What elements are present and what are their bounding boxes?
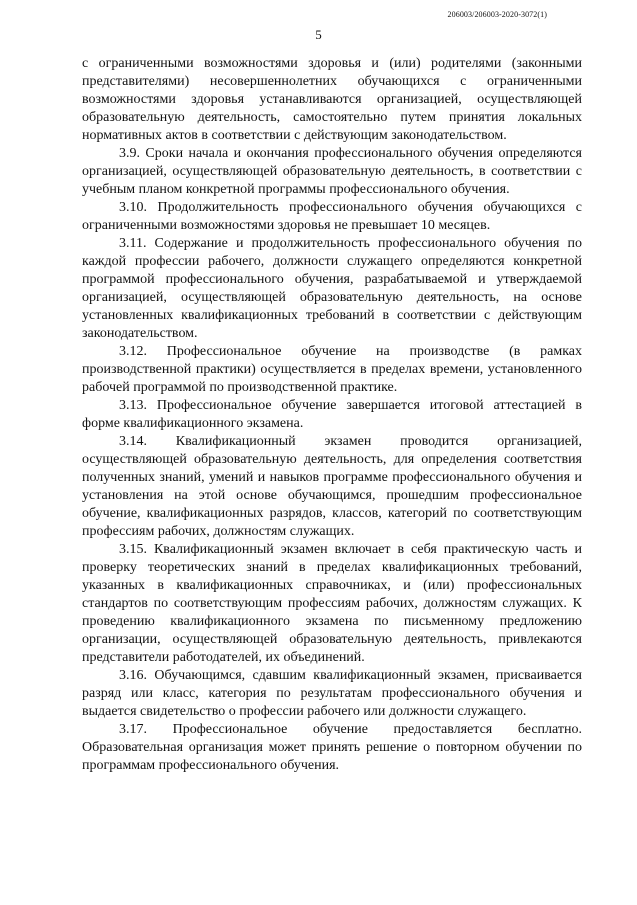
paragraph-continuation: с ограниченными возможностями здоровья и (или) родителями (законными представителями) несовершеннолетних обучающихся с ограниченными возможностями здоровья устанавливаются организацией, осуществляющей образовательную деятельность, самостоятельно путем принятия локальных нормативных актов в соответствии с действующим законодательством. bbox=[82, 56, 582, 143]
paragraph-3-14: 3.14. Квалификационный экзамен проводится организацией, осуществляющей образовательную деятельность, для определения соответствия полученных знаний, умений и навыков программе профессионального обучения и установления на этой основе обучающимся, прошедшим профессиональное обучение, квалификационных разрядов, классов, категорий по соответствующим профессиям рабочих, должностям служащих. bbox=[82, 434, 582, 539]
paragraph-3-9: 3.9. Сроки начала и окончания профессионального обучения определяются организацией, осуществляющей образовательную деятельность, в соответствии с учебным планом конкретной программы профессионального обучения. bbox=[82, 146, 582, 197]
paragraph-3-16: 3.16. Обучающимся, сдавшим квалификационный экзамен, присваивается разряд или класс, категория по результатам профессионального обучения и выдается свидетельство о профессии рабочего или должности служащего. bbox=[82, 668, 582, 719]
paragraph-3-10: 3.10. Продолжительность профессионального обучения обучающихся с ограниченными возможностями здоровья не превышает 10 месяцев. bbox=[82, 200, 582, 233]
document-body bbox=[82, 55, 582, 775]
page-number: 5 bbox=[315, 27, 322, 42]
paragraph-3-13: 3.13. Профессиональное обучение завершается итоговой аттестацией в форме квалификационного экзамена. bbox=[82, 398, 582, 431]
paragraph-3-15: 3.15. Квалификационный экзамен включает в себя практическую часть и проверку теоретических знаний в пределах квалификационных требований, указанных в квалификационных справочниках, и (или) профессиональных стандартов по соответствующим профессиям рабочих, должностям служащих. К проведению квалификационного экзамена по письменному предложению организации, осуществляющей образовательную деятельность, привлекаются представители работодателей, их объединений. bbox=[82, 542, 582, 665]
paragraph-3-11: 3.11. Содержание и продолжительность профессионального обучения по каждой профессии рабочего, должности служащего определяются конкретной программой профессионального обучения, разрабатываемой и утверждаемой организацией, осуществляющей образовательную деятельность, на основе установленных квалификационных требований в соответствии с действующим законодательством. bbox=[82, 236, 582, 341]
paragraph-3-17: 3.17. Профессиональное обучение предоставляется бесплатно. Образовательная организация может принять решение о повторном обучении по программам профессионального обучения. bbox=[82, 722, 582, 773]
paragraph-3-12: 3.12. Профессиональное обучение на производстве (в рамках производственной практики) осуществляется в пределах времени, установленного рабочей программой по производственной практике. bbox=[82, 344, 582, 395]
document-code: 206003/206003-2020-3072(1) bbox=[447, 10, 547, 19]
